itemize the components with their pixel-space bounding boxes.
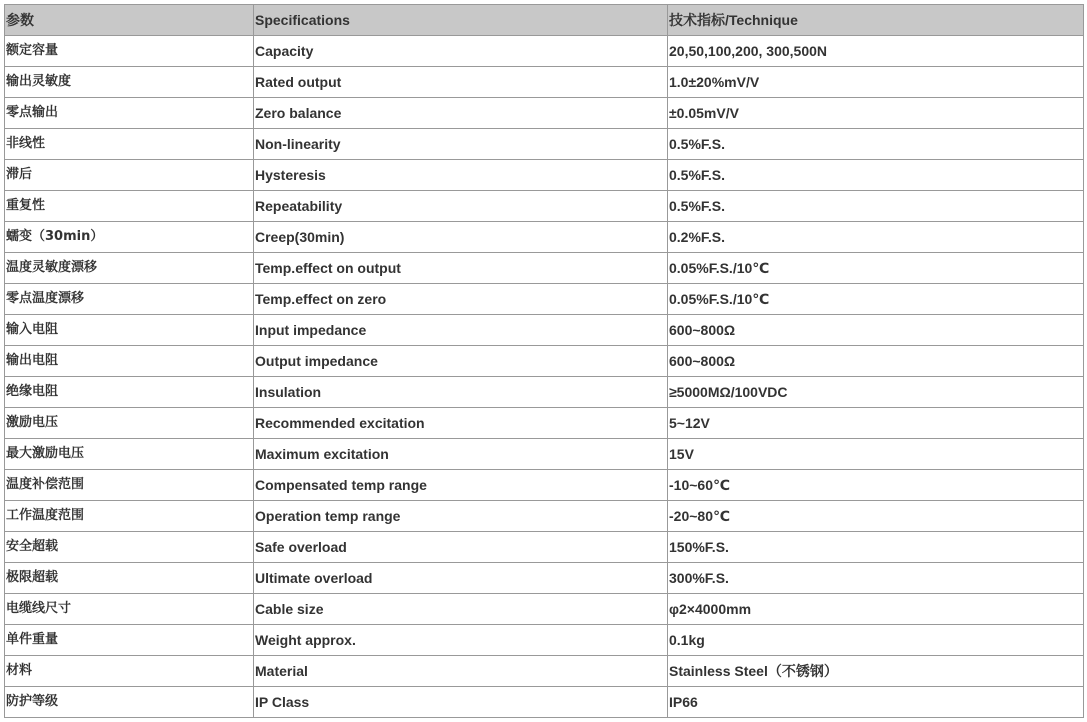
value-cell: 1.0±20%mV/V [668, 67, 1084, 98]
table-row [5, 625, 1084, 656]
specification-cell: Rated output [254, 67, 668, 98]
parameter-cell: 电缆线尺寸 [5, 594, 254, 625]
specification-cell: Recommended excitation [254, 408, 668, 439]
value-cell: 600~800Ω [668, 346, 1084, 377]
parameter-cell: 最大激励电压 [5, 439, 254, 470]
table-row [5, 346, 1084, 377]
parameter-cell: 零点温度漂移 [5, 284, 254, 315]
value-cell: -10~60℃ [668, 470, 1084, 501]
specifications-table [4, 4, 1084, 718]
parameter-cell: 工作温度范围 [5, 501, 254, 532]
parameter-cell: 极限超载 [5, 563, 254, 594]
table-row [5, 67, 1084, 98]
value-cell: 20,50,100,200, 300,500N [668, 36, 1084, 67]
value-cell: 0.5%F.S. [668, 129, 1084, 160]
value-cell: 0.1kg [668, 625, 1084, 656]
specification-cell: Hysteresis [254, 160, 668, 191]
table-row [5, 687, 1084, 718]
header-specifications: Specifications [254, 5, 668, 36]
parameter-cell: 材料 [5, 656, 254, 687]
table-row [5, 656, 1084, 687]
specification-cell: Non-linearity [254, 129, 668, 160]
table-row [5, 594, 1084, 625]
value-cell: 300%F.S. [668, 563, 1084, 594]
value-cell: 5~12V [668, 408, 1084, 439]
value-cell: 0.2%F.S. [668, 222, 1084, 253]
table-row [5, 222, 1084, 253]
value-cell: φ2×4000mm [668, 594, 1084, 625]
specification-cell: IP Class [254, 687, 668, 718]
parameter-cell: 蠕变（30min） [5, 222, 254, 253]
table-row [5, 315, 1084, 346]
specification-cell: Compensated temp range [254, 470, 668, 501]
parameter-cell: 绝缘电阻 [5, 377, 254, 408]
value-cell: -20~80℃ [668, 501, 1084, 532]
specification-cell: Temp.effect on zero [254, 284, 668, 315]
value-cell: 0.5%F.S. [668, 160, 1084, 191]
parameter-cell: 输出灵敏度 [5, 67, 254, 98]
parameter-cell: 安全超载 [5, 532, 254, 563]
table-row [5, 470, 1084, 501]
parameter-cell: 输入电阻 [5, 315, 254, 346]
parameter-cell: 输出电阻 [5, 346, 254, 377]
table-row [5, 532, 1084, 563]
parameter-cell: 温度补偿范围 [5, 470, 254, 501]
table-row [5, 377, 1084, 408]
specification-cell: Creep(30min) [254, 222, 668, 253]
table-row [5, 129, 1084, 160]
specification-cell: Repeatability [254, 191, 668, 222]
table-body [5, 36, 1084, 718]
value-cell: Stainless Steel（不锈钢） [668, 656, 1084, 687]
value-cell: ±0.05mV/V [668, 98, 1084, 129]
specification-cell: Operation temp range [254, 501, 668, 532]
value-cell: 0.05%F.S./10℃ [668, 284, 1084, 315]
header-technique: 技术指标/Technique [668, 5, 1084, 36]
value-cell: IP66 [668, 687, 1084, 718]
parameter-cell: 非线性 [5, 129, 254, 160]
parameter-cell: 激励电压 [5, 408, 254, 439]
parameter-cell: 单件重量 [5, 625, 254, 656]
specification-cell: Material [254, 656, 668, 687]
table-row [5, 253, 1084, 284]
table-header [5, 5, 1084, 36]
specification-cell: Capacity [254, 36, 668, 67]
value-cell: 600~800Ω [668, 315, 1084, 346]
parameter-cell: 额定容量 [5, 36, 254, 67]
table-row [5, 98, 1084, 129]
specification-cell: Cable size [254, 594, 668, 625]
table-row [5, 563, 1084, 594]
header-row [5, 5, 1084, 36]
specification-cell: Weight approx. [254, 625, 668, 656]
table-row [5, 439, 1084, 470]
value-cell: 0.05%F.S./10℃ [668, 253, 1084, 284]
specification-cell: Output impedance [254, 346, 668, 377]
specification-cell: Safe overload [254, 532, 668, 563]
header-parameter: 参数 [5, 5, 254, 36]
value-cell: 15V [668, 439, 1084, 470]
specification-cell: Insulation [254, 377, 668, 408]
value-cell: 150%F.S. [668, 532, 1084, 563]
specification-cell: Zero balance [254, 98, 668, 129]
table-row [5, 36, 1084, 67]
specification-cell: Ultimate overload [254, 563, 668, 594]
value-cell: ≥5000MΩ/100VDC [668, 377, 1084, 408]
specification-cell: Input impedance [254, 315, 668, 346]
parameter-cell: 重复性 [5, 191, 254, 222]
table-row [5, 284, 1084, 315]
value-cell: 0.5%F.S. [668, 191, 1084, 222]
table-row [5, 160, 1084, 191]
parameter-cell: 零点输出 [5, 98, 254, 129]
table-row [5, 501, 1084, 532]
table-row [5, 191, 1084, 222]
specification-cell: Maximum excitation [254, 439, 668, 470]
parameter-cell: 防护等级 [5, 687, 254, 718]
parameter-cell: 温度灵敏度漂移 [5, 253, 254, 284]
table-row [5, 408, 1084, 439]
parameter-cell: 滞后 [5, 160, 254, 191]
specification-cell: Temp.effect on output [254, 253, 668, 284]
